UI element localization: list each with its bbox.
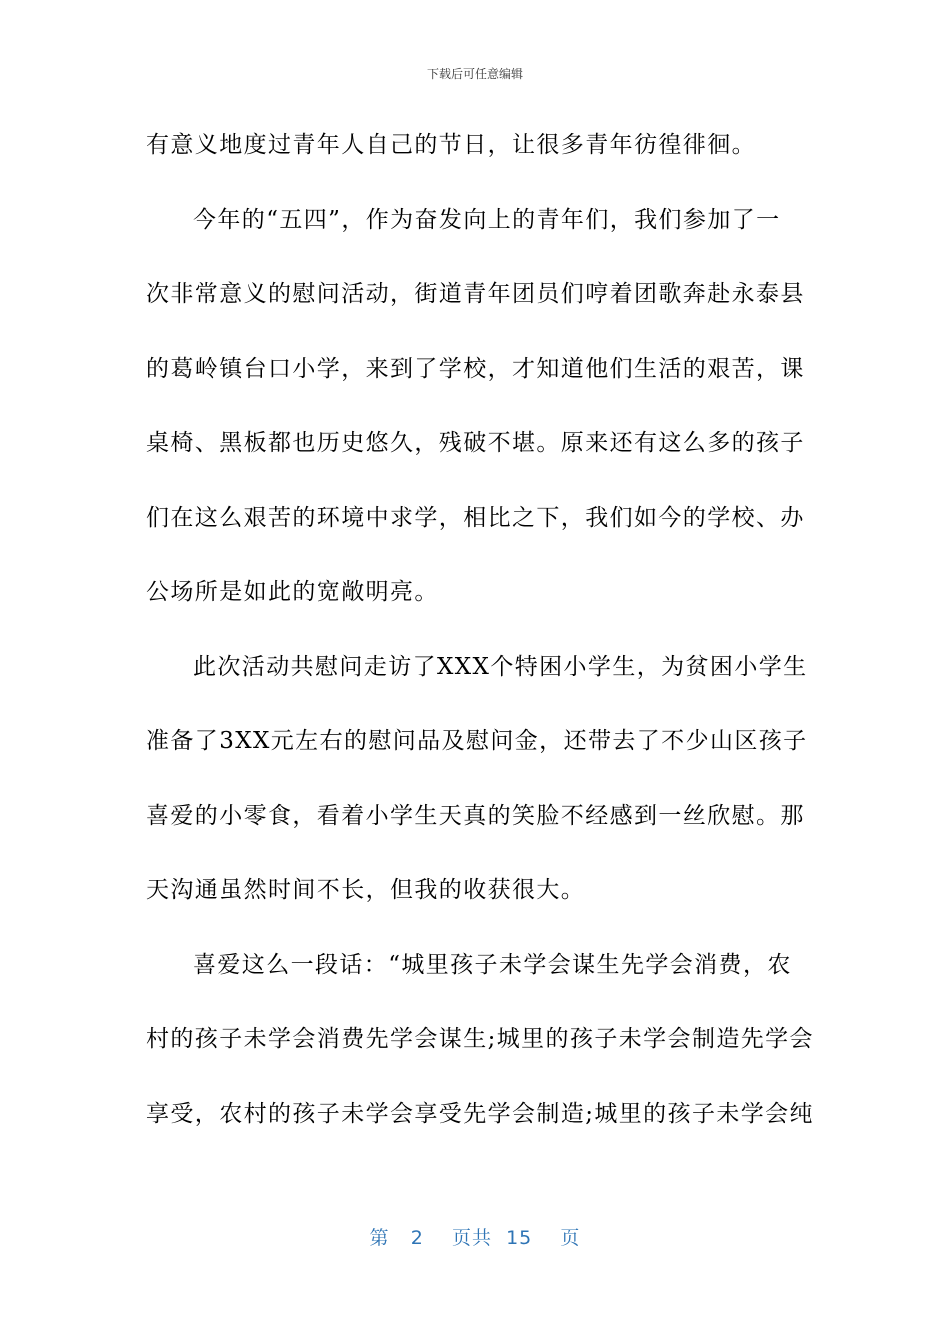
text-line: 们在这么艰苦的环境中求学，相比之下，我们如今的学校、办 bbox=[146, 504, 805, 531]
text-line: 今年的“五四”，作为奋发向上的青年们，我们参加了一 bbox=[193, 206, 781, 233]
text-line: 村的孩子未学会消费先学会谋生;城里的孩子未学会制造先学会 bbox=[146, 1026, 814, 1052]
text-line: 此次活动共慰问走访了XXX个特困小学生，为贫困小学生 bbox=[193, 653, 808, 680]
page-header: 下载后可任意编辑 bbox=[426, 67, 523, 81]
text-line: 享受，农村的孩子未学会享受先学会制造;城里的孩子未学会纯 bbox=[146, 1100, 814, 1127]
footer-suffix: 页 bbox=[560, 1227, 581, 1249]
text-line: 有意义地度过青年人自己的节日，让很多青年彷徨徘徊。 bbox=[146, 132, 756, 158]
text-line: 准备了3XX元左右的慰问品及慰问金，还带去了不少山区孩子 bbox=[146, 728, 808, 754]
text-line: 天沟通虽然时间不长，但我的收获很大。 bbox=[146, 877, 586, 903]
text-line: 喜爱这么一段话：“城里孩子未学会谋生先学会消费，农 bbox=[193, 951, 792, 978]
footer-middle: 页共 bbox=[451, 1227, 492, 1249]
text-line: 次非常意义的慰问活动，街道青年团员们哼着团歌奔赴永泰县 bbox=[146, 281, 805, 307]
text-line: 公场所是如此的宽敞明亮。 bbox=[146, 579, 439, 605]
page-footer bbox=[0, 1224, 950, 1252]
text-line: 的葛岭镇台口小学，来到了学校，才知道他们生活的艰苦，课 bbox=[146, 355, 805, 382]
document-body bbox=[146, 125, 814, 1168]
footer-prefix: 第 bbox=[369, 1227, 390, 1249]
text-line: 桌椅、黑板都也历史悠久，残破不堪。原来还有这么多的孩子 bbox=[146, 430, 805, 456]
current-page-number: 2 bbox=[410, 1227, 424, 1249]
text-line: 喜爱的小零食，看着小学生天真的笑脸不经感到一丝欣慰。那 bbox=[146, 802, 805, 829]
total-pages-number: 15 bbox=[506, 1227, 533, 1249]
